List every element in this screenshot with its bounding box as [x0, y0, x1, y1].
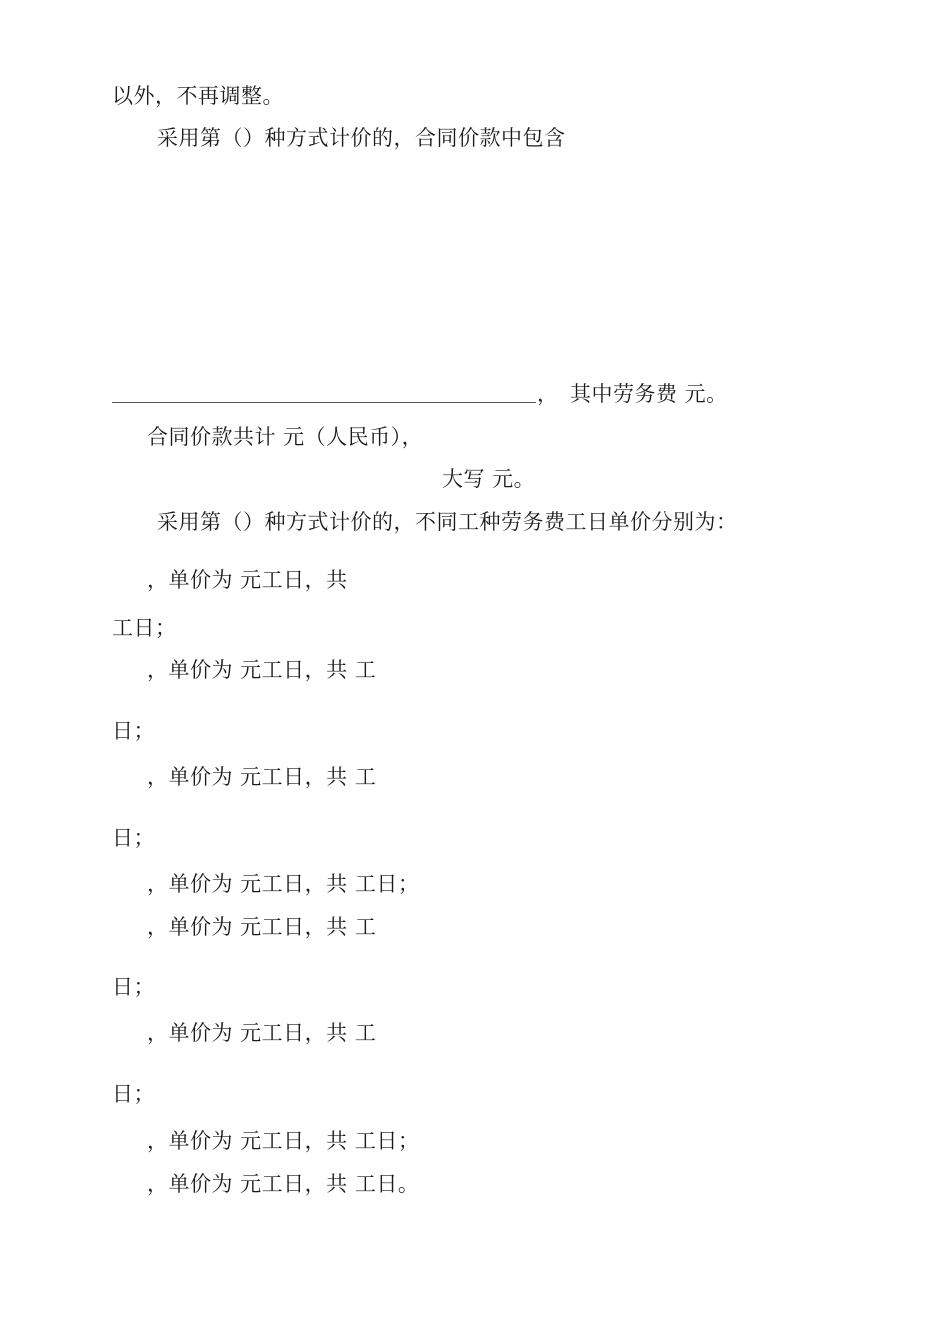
text-line: 其中劳务费 元。	[570, 382, 728, 406]
text-line: ，单价为 元工日，共	[147, 568, 348, 592]
text-line: ，单价为 元工日，共 工	[147, 765, 377, 789]
text-line: ，单价为 元工日，共 工	[147, 1021, 377, 1045]
text-line: ，单价为 元工日，共 工	[147, 658, 377, 682]
text-line: 工日；	[112, 616, 177, 640]
text-line: ，单价为 元工日，共 工日。	[147, 1172, 420, 1196]
text-line: 采用第（）种方式计价的，不同工种劳务费工日单价分别为：	[157, 510, 738, 534]
text-line: ，	[537, 382, 559, 406]
text-line: 日；	[112, 975, 155, 999]
fill-in-blank-line	[112, 402, 536, 403]
text-line: 合同价款共计 元（人民币），	[147, 425, 424, 449]
text-line: 以外，不再调整。	[112, 84, 284, 108]
text-line: 日；	[112, 719, 155, 743]
text-line: 采用第（）种方式计价的，合同价款中包含	[157, 126, 566, 150]
text-line: 大写 元。	[442, 467, 536, 491]
text-line: 日；	[112, 826, 155, 850]
text-line: ，单价为 元工日，共 工	[147, 915, 377, 939]
text-line: ，单价为 元工日，共 工日；	[147, 1129, 420, 1153]
text-line: ，单价为 元工日，共 工日；	[147, 872, 420, 896]
text-line: 日；	[112, 1082, 155, 1106]
